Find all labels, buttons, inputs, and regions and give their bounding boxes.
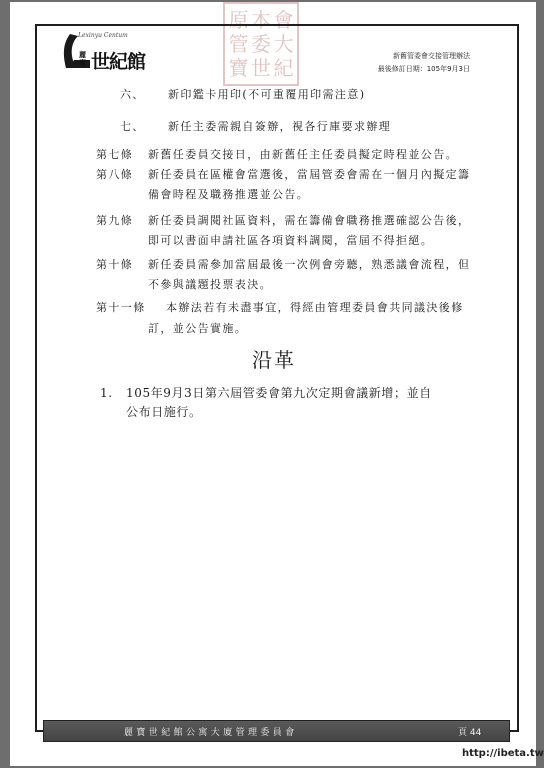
stamp-char: 原 [228,8,249,32]
section-item [120,119,391,135]
section-number: 七、 [120,120,145,133]
document-title: 新舊管委會交接管理辦法 [393,52,470,60]
stamp-char: 本 [251,8,271,32]
article-11-continuation: 訂，並公告實施。 [148,322,248,335]
stamp-char: 會 [273,8,294,32]
section-number: 六、 [120,88,145,101]
history-number: 1. [100,386,113,400]
logo-small-text: 麗寶 [79,51,86,67]
footer-organization: 麗寶世紀館公寓大廈管理委員會 [124,728,298,738]
stamp-char: 世 [251,56,271,80]
article-label: 第七條 [96,148,134,161]
article-7 [96,147,458,163]
footer-bar [43,720,510,742]
stamp-char: 委 [251,32,271,56]
history-item [100,384,432,422]
article-label: 第九條 [96,214,134,227]
article-9 [96,213,470,229]
article-11 [96,300,464,316]
document-page [10,2,536,766]
logo-main-text: 世紀館 [91,51,146,73]
article-text: 新任委員調閱社區資料，需在籌備會職務推選確認公告後， [148,214,471,227]
history-text-continuation: 公布日施行。 [126,405,202,419]
watermark: http://ibeta.tw [462,748,544,759]
stamp-char: 大 [273,32,294,56]
article-label: 第十條 [96,258,134,271]
document-header [362,50,470,76]
article-label: 第十一條 [96,301,146,314]
article-label: 第八條 [96,168,134,181]
article-text: 本辦法若有未盡事宜，得經由管理委員會共同議決後修 [166,301,464,314]
article-text: 新舊任委員交接日，由新舊任主任委員擬定時程並公告。 [148,148,458,161]
logo-tagline: Lexinyu Centum [78,32,128,39]
article-8-continuation: 備會時程及職務推選並公告。 [148,188,310,201]
article-10 [96,257,470,273]
article-9-continuation: 即可以書面申請社區各項資料調閱，當屆不得拒絕。 [148,234,434,247]
stamp-char: 寶 [228,56,249,80]
article-8 [96,167,470,183]
section-text: 新任主委需親自簽辦，視各行庫要求辦理 [168,120,392,133]
page-number: 頁 44 [458,728,482,738]
article-text: 新任委員需參加當屆最後一次例會旁聽，熟悉議會流程，但 [148,258,471,271]
stamp-char: 管 [228,32,249,56]
revision-date: 最後修訂日期：105年9月3日 [377,65,470,73]
article-10-continuation: 不參與議題投票表決。 [148,278,272,291]
stamp-char: 紀 [273,56,294,80]
history-heading: 沿革 [252,348,296,372]
history-text: 105年9月3日第六屆管委會第九次定期會議新增；並自 [126,386,432,400]
section-item [120,87,365,103]
section-text: 新印鑑卡用印(不可重覆用印需注意) [168,88,366,101]
article-text: 新任委員在區權會當選後，當屆管委會需在一個月內擬定籌 [148,168,471,181]
